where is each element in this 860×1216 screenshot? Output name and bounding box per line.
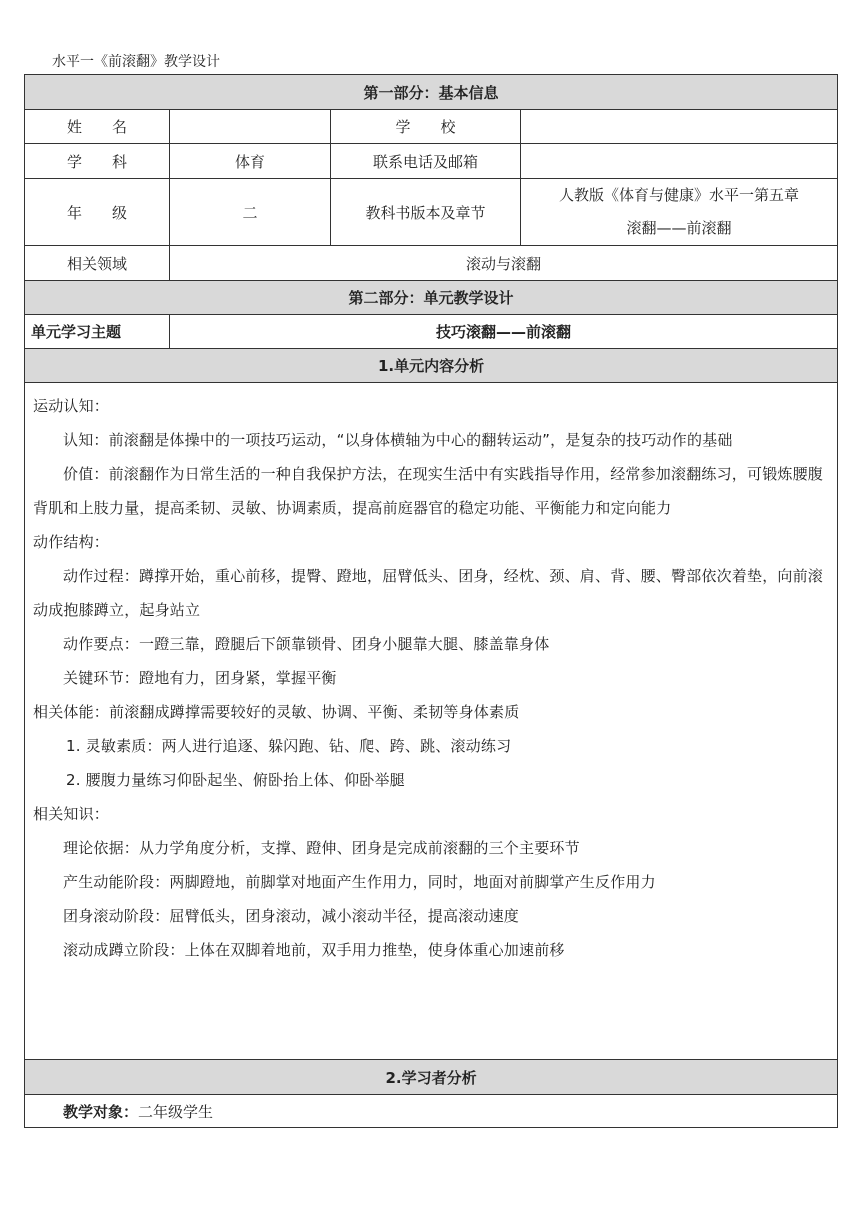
cognition-paragraph: 认知：前滚翻是体操中的一项技巧运动，“以身体横轴为中心的翻转运动”，是复杂的技巧动作的基础 [63,431,733,449]
lesson-design-table [24,74,838,1128]
value-paragraph: 价值：前滚翻作为日常生活的一种自我保护方法，在现实生活中有实践指导作用，经常参加滚翻练习，可锻炼腰腹背肌和上肢力量，提高柔韧、灵敏、协调素质，提高前庭器官的稳定功能、平衡能力和定向能力 [33,465,824,517]
name-value [170,110,331,144]
target-label: 教学对象： [63,1102,139,1121]
theory-paragraph: 理论依据：从力学角度分析，支撑、蹬伸、团身是完成前滚翻的三个主要环节 [63,839,580,857]
theme-row [25,315,838,349]
theme-label: 单元学习主题 [25,315,170,349]
part1-header-row [25,75,838,110]
grade-textbook-row [25,179,838,246]
fitness-paragraph: 相关体能：前滚翻成蹲撑需要较好的灵敏、协调、平衡、柔韧等身体素质 [33,703,520,721]
learner-header-row [25,1060,838,1095]
textbook-value [521,179,838,246]
textbook-value-line1: 人教版《体育与健康》水平一第五章 [559,186,800,204]
section-label-structure: 动作结构： [33,533,110,551]
squat-phase-paragraph: 滚动成蹲立阶段：上体在双脚着地前，双手用力推垫，使身体重心加速前移 [63,941,565,959]
part2-header-row [25,281,838,315]
contact-label: 联系电话及邮箱 [331,144,521,179]
key-link-paragraph: 关键环节：蹬地有力，团身紧，掌握平衡 [63,669,337,687]
grade-label: 年 级 [25,179,170,246]
learner-target [25,1095,838,1128]
part2-heading: 第二部分：单元教学设计 [25,281,838,315]
process-paragraph: 动作过程：蹲撑开始，重心前移，提臀、蹬地，屈臂低头、团身，经枕、颈、肩、背、腰、臀部依次着垫，向前滚动成抱膝蹲立，起身站立 [33,567,824,619]
tuck-phase-paragraph: 团身滚动阶段：屈臂低头，团身滚动，减小滚动半径，提高滚动速度 [63,907,520,925]
analysis-content-row [25,383,838,1060]
document-title: 水平一《前滚翻》教学设计 [52,54,220,70]
target-value: 二年级学生 [138,1102,214,1121]
textbook-value-line2: 滚翻——前滚翻 [626,219,732,237]
section-label-motion-cognition: 运动认知： [33,397,110,415]
subject-contact-row [25,144,838,179]
field-row [25,246,838,281]
field-label: 相关领域 [25,246,170,281]
subject-value: 体育 [170,144,331,179]
section-label-knowledge: 相关知识： [33,805,110,823]
energy-phase-paragraph: 产生动能阶段：两脚蹬地，前脚掌对地面产生作用力，同时，地面对前脚掌产生反作用力 [63,873,656,891]
theme-value: 技巧滚翻——前滚翻 [170,315,838,349]
part1-heading: 第一部分：基本信息 [25,75,838,110]
name-school-row [25,110,838,144]
analysis-heading: 1.单元内容分析 [25,349,838,383]
learner-target-row [25,1095,838,1128]
name-label: 姓 名 [25,110,170,144]
school-value [521,110,838,144]
key-points-paragraph: 动作要点：一蹬三靠，蹬腿后下颌靠锁骨、团身小腿靠大腿、膝盖靠身体 [63,635,550,653]
textbook-label: 教科书版本及章节 [331,179,521,246]
field-value: 滚动与滚翻 [170,246,838,281]
fitness-item-1: 1. 灵敏素质：两人进行追逐、躲闪跑、钻、爬、跨、跳、滚动练习 [66,737,512,755]
analysis-content [25,383,838,1060]
school-label: 学 校 [331,110,521,144]
analysis-header-row [25,349,838,383]
grade-value: 二 [170,179,331,246]
contact-value [521,144,838,179]
learner-heading: 2.学习者分析 [25,1060,838,1095]
fitness-item-2: 2. 腰腹力量练习仰卧起坐、俯卧抬上体、仰卧举腿 [66,771,405,789]
subject-label: 学 科 [25,144,170,179]
